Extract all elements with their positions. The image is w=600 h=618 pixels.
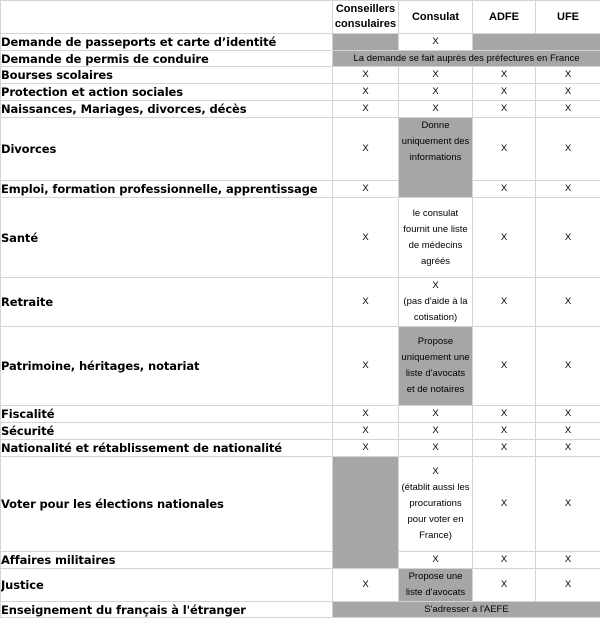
cell-adfe: X bbox=[473, 423, 536, 440]
table-row bbox=[1, 181, 600, 198]
cell-adfe: X bbox=[473, 181, 536, 198]
row-label: Voter pour les élections nationales bbox=[1, 457, 333, 552]
cell-consulat-note: (pas d'aide à la cotisation) bbox=[399, 294, 472, 326]
cell-conseillers: X bbox=[333, 181, 399, 198]
cell-consulat: X bbox=[399, 423, 473, 440]
table-row bbox=[1, 457, 600, 552]
row-label: Naissances, Mariages, divorces, décès bbox=[1, 101, 333, 118]
cell-consulat-note: le consulat fournit une liste de médecins agréés bbox=[399, 206, 472, 270]
row-label: Emploi, formation professionnelle, apprentissage bbox=[1, 181, 333, 198]
cell-adfe: X bbox=[473, 569, 536, 602]
table-row bbox=[1, 569, 600, 602]
cell-ufe: X bbox=[536, 118, 600, 181]
cell-ufe: X bbox=[536, 569, 600, 602]
cell-adfe: X bbox=[473, 552, 536, 569]
cell-conseillers: X bbox=[333, 67, 399, 84]
merged-note-cell: S'adresser à l'AEFE bbox=[333, 602, 600, 618]
row-label: Divorces bbox=[1, 118, 333, 181]
cell-consulat bbox=[399, 198, 473, 278]
column-header-adfe: ADFE bbox=[473, 1, 536, 34]
row-label: Enseignement du français à l'étranger bbox=[1, 602, 333, 618]
row-label: Demande de permis de conduire bbox=[1, 51, 333, 67]
cell-ufe: X bbox=[536, 181, 600, 198]
cell-adfe: X bbox=[473, 84, 536, 101]
cell-conseillers: X bbox=[333, 569, 399, 602]
cell-ufe: X bbox=[536, 552, 600, 569]
cell-consulat: X bbox=[399, 406, 473, 423]
cell-ufe: X bbox=[536, 84, 600, 101]
cell-ufe: X bbox=[536, 406, 600, 423]
cell-adfe: X bbox=[473, 406, 536, 423]
cell-conseillers-shaded bbox=[333, 457, 399, 569]
cell-consulat-shaded bbox=[399, 118, 473, 198]
cell-conseillers-shaded bbox=[333, 34, 399, 51]
cell-consulat: X bbox=[399, 440, 473, 457]
row-label: Patrimoine, héritages, notariat bbox=[1, 327, 333, 406]
cell-ufe: X bbox=[536, 457, 600, 552]
cell-conseillers: X bbox=[333, 198, 399, 278]
row-label: Nationalité et rétablissement de nationalité bbox=[1, 440, 333, 457]
cell-consulat: X bbox=[399, 34, 473, 51]
cell-conseillers: X bbox=[333, 101, 399, 118]
table-row bbox=[1, 101, 600, 118]
cell-adfe: X bbox=[473, 118, 536, 181]
column-header-consulat: Consulat bbox=[399, 1, 473, 34]
cell-ufe: X bbox=[536, 67, 600, 84]
cell-adfe: X bbox=[473, 101, 536, 118]
row-label: Santé bbox=[1, 198, 333, 278]
cell-conseillers: X bbox=[333, 118, 399, 181]
cell-adfe: X bbox=[473, 457, 536, 552]
table-row bbox=[1, 406, 600, 423]
header-row bbox=[1, 1, 600, 34]
row-label: Affaires militaires bbox=[1, 552, 333, 569]
cell-consulat-note: Propose uniquement une liste d'avocats et de notaires bbox=[399, 334, 472, 398]
cell-conseillers: X bbox=[333, 84, 399, 101]
cell-consulat: X bbox=[399, 84, 473, 101]
cell-consulat-mark: X bbox=[399, 464, 472, 480]
cell-consulat-mark: X bbox=[399, 278, 472, 294]
row-label: Fiscalité bbox=[1, 406, 333, 423]
cell-consulat: X bbox=[399, 67, 473, 84]
cell-consulat-note: Propose une liste d'avocats bbox=[399, 569, 472, 601]
cell-consulat: X bbox=[399, 552, 473, 569]
cell-adfe: X bbox=[473, 278, 536, 327]
cell-conseillers: X bbox=[333, 278, 399, 327]
table-row bbox=[1, 198, 600, 278]
table-row bbox=[1, 67, 600, 84]
cell-ufe: X bbox=[536, 278, 600, 327]
cell-consulat-shaded bbox=[399, 569, 473, 602]
cell-adfe: X bbox=[473, 327, 536, 406]
cell-conseillers: X bbox=[333, 423, 399, 440]
column-header-ufe: UFE bbox=[536, 1, 600, 34]
cell-conseillers: X bbox=[333, 406, 399, 423]
row-label: Demande de passeports et carte d’identité bbox=[1, 34, 333, 51]
column-header-conseillers-line1: Conseillers bbox=[336, 3, 395, 15]
table-row bbox=[1, 440, 600, 457]
cell-consulat-note: Donne uniquement des informations bbox=[399, 118, 472, 166]
cell-ufe: X bbox=[536, 327, 600, 406]
cell-adfe: X bbox=[473, 67, 536, 84]
column-header-conseillers bbox=[333, 1, 399, 34]
table-row bbox=[1, 552, 600, 569]
merged-note-cell: La demande se fait auprès des préfectures en France bbox=[333, 51, 600, 67]
table-row bbox=[1, 602, 600, 618]
cell-ufe: X bbox=[536, 423, 600, 440]
table-row bbox=[1, 278, 600, 327]
table-row bbox=[1, 34, 600, 51]
table-row bbox=[1, 118, 600, 181]
cell-adfe: X bbox=[473, 440, 536, 457]
table-row bbox=[1, 327, 600, 406]
cell-ufe: X bbox=[536, 440, 600, 457]
table-row bbox=[1, 84, 600, 101]
cell-conseillers: X bbox=[333, 440, 399, 457]
row-label: Justice bbox=[1, 569, 333, 602]
cell-consulat bbox=[399, 278, 473, 327]
cell-consulat bbox=[399, 457, 473, 552]
row-label: Retraite bbox=[1, 278, 333, 327]
cell-ufe: X bbox=[536, 198, 600, 278]
cell-adfe: X bbox=[473, 198, 536, 278]
cell-consulat-shaded bbox=[399, 327, 473, 406]
column-header-conseillers-line2: consulaires bbox=[335, 18, 396, 30]
table-row bbox=[1, 51, 600, 67]
cell-adfe-ufe-shaded bbox=[473, 34, 600, 51]
cell-ufe: X bbox=[536, 101, 600, 118]
cell-conseillers: X bbox=[333, 327, 399, 406]
header-corner-cell bbox=[1, 1, 333, 34]
table-row bbox=[1, 423, 600, 440]
row-label: Protection et action sociales bbox=[1, 84, 333, 101]
row-label: Sécurité bbox=[1, 423, 333, 440]
row-label: Bourses scolaires bbox=[1, 67, 333, 84]
cell-consulat-note: (établit aussi les procurations pour voter en France) bbox=[399, 480, 472, 544]
cell-consulat: X bbox=[399, 101, 473, 118]
